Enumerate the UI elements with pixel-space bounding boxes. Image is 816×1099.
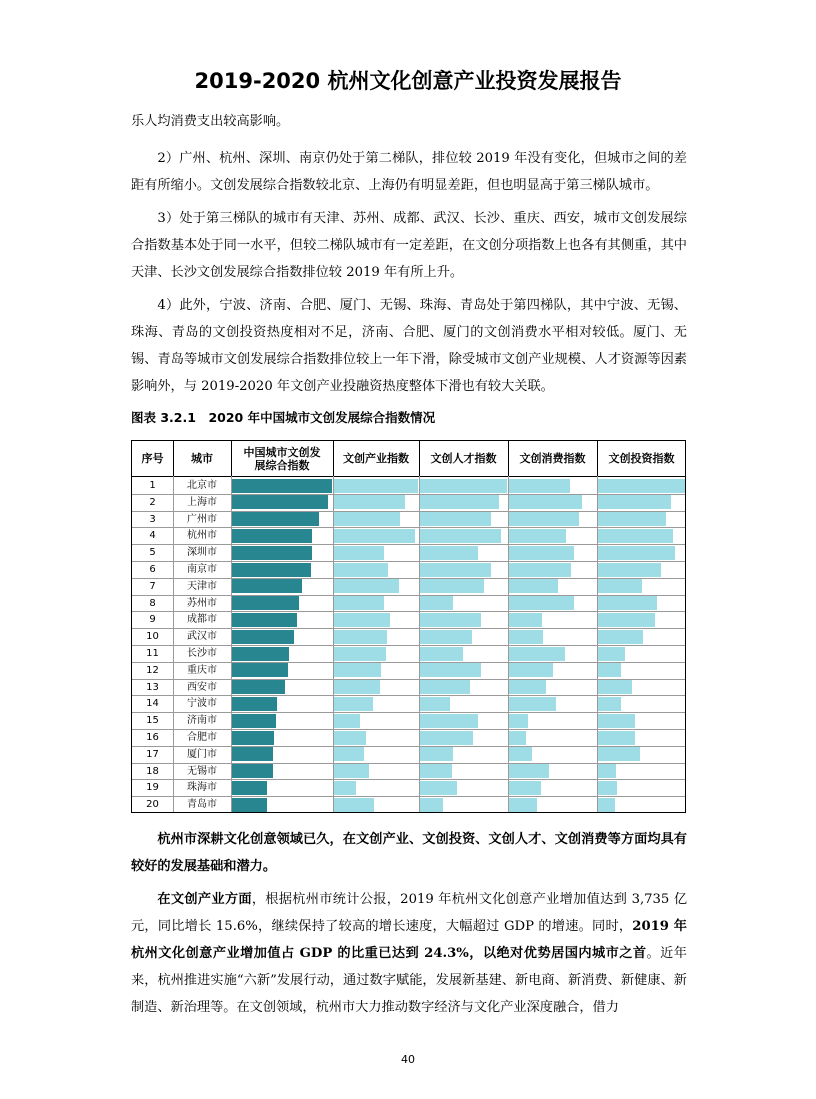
bar-consumption [509, 613, 542, 627]
rank-cell: 19 [146, 782, 159, 794]
bar-investment [598, 781, 617, 795]
rank-cell: 8 [149, 597, 156, 609]
bar-investment [598, 563, 661, 577]
bar-investment [598, 663, 621, 677]
bar-investment [598, 596, 657, 610]
table-row [132, 511, 685, 528]
bar-consumption [509, 764, 549, 778]
table-row [132, 796, 685, 813]
rank-cell: 7 [149, 580, 156, 592]
rank-cell: 15 [146, 715, 159, 727]
rank-cell: 5 [149, 547, 156, 559]
city-cell: 北京市 [187, 480, 217, 491]
bar-talent [420, 512, 491, 526]
city-cell: 重庆市 [187, 664, 217, 676]
header-investment-index: 文创投资指数 [608, 452, 675, 465]
bar-consumption [509, 630, 543, 644]
bar-composite [232, 697, 277, 711]
highlight-paragraph: 杭州市深耕文化创意领域已久，在文创产业、文创投资、文创人才、文创消费等方面均具有较好的发展基础和潜力。 [131, 832, 687, 874]
bar-consumption [509, 596, 574, 610]
city-cell: 南京市 [187, 564, 217, 575]
rank-cell: 14 [146, 698, 159, 710]
rank-cell: 18 [146, 765, 159, 777]
header-talent-index: 文创人才指数 [430, 452, 497, 465]
bar-consumption [509, 479, 570, 493]
bar-consumption [509, 714, 528, 728]
table-row [132, 712, 685, 729]
bar-industry [334, 680, 380, 694]
bar-composite [232, 563, 311, 577]
paragraph-tier-4: 4）此外，宁波、济南、合肥、厦门、无锡、珠海、青岛处于第四梯队，其中宁波、无锡、珠海、青岛的文创投资热度相对不足，济南、合肥、厦门的文创消费水平相对较低。厦门、无锡、青岛等城市文创发展综合指数排位较上一年下滑，除受城市文创产业规模、人才资源等因素影响外，与 2019-2020 年文创产业投融资热度整体下滑也有较大关联。 [131, 298, 687, 394]
paragraph-industry [131, 886, 687, 1021]
bar-investment [598, 714, 635, 728]
bar-talent [420, 764, 452, 778]
industry-highlight: 2019 年杭州文化创意产业增加值占 GDP 的比重已达到 24.3%，以绝对优势居国内城市之首 [131, 919, 687, 961]
table-row [132, 779, 685, 796]
bar-consumption [509, 495, 582, 509]
bar-industry [334, 747, 364, 761]
table-row [132, 527, 685, 544]
bar-composite [232, 680, 285, 694]
bar-investment [598, 579, 642, 593]
bar-composite [232, 647, 289, 661]
bar-investment [598, 680, 632, 694]
bar-investment [598, 764, 616, 778]
city-cell: 西安市 [187, 681, 217, 693]
table-row [132, 544, 685, 561]
bar-composite [232, 764, 273, 778]
bar-investment [598, 546, 675, 560]
table-row [132, 561, 685, 578]
bar-consumption [509, 798, 537, 812]
header-composite-line2: 展综合指数 [254, 458, 310, 472]
bar-composite [232, 479, 332, 493]
city-cell: 无锡市 [187, 765, 217, 777]
bar-industry [334, 563, 388, 577]
bar-consumption [509, 579, 558, 593]
bar-industry [334, 781, 356, 795]
header-separator [508, 441, 509, 476]
table-row [132, 679, 685, 696]
header-city: 城市 [191, 452, 213, 465]
bar-composite [232, 579, 302, 593]
header-separator [231, 441, 232, 476]
header-separator [333, 441, 334, 476]
bar-talent [420, 630, 472, 644]
table-row [132, 662, 685, 679]
table-row [132, 763, 685, 780]
header-composite-line1: 中国城市文创发 [243, 445, 321, 459]
bar-consumption [509, 747, 532, 761]
table-row [132, 595, 685, 612]
rank-cell: 17 [146, 748, 159, 760]
city-cell: 宁波市 [187, 698, 217, 710]
bar-talent [420, 747, 453, 761]
table-row [132, 695, 685, 712]
header-separator [597, 441, 598, 476]
rank-cell: 10 [146, 631, 159, 643]
city-cell: 深圳市 [187, 547, 217, 559]
bar-consumption [509, 512, 579, 526]
bar-investment [598, 479, 685, 493]
page-number: 40 [401, 1053, 415, 1066]
city-cell: 厦门市 [187, 748, 217, 760]
city-cell: 苏州市 [187, 597, 217, 609]
bar-talent [420, 697, 450, 711]
bar-composite [232, 529, 312, 543]
bar-investment [598, 495, 671, 509]
bar-investment [598, 529, 673, 543]
rank-cell: 2 [149, 496, 156, 508]
city-cell: 上海市 [187, 496, 217, 508]
bar-composite [232, 731, 274, 745]
table-row [132, 628, 685, 645]
table-row [132, 645, 685, 662]
paragraph-tier-3: 3）处于第三梯队的城市有天津、苏州、成都、武汉、长沙、重庆、西安，城市文创发展综合指数基本处于同一水平，但较二梯队城市有一定差距，在文创分项指数上也各有其侧重，其中天津、长沙文创发展综合指数排位较 2019 年有所上升。 [131, 211, 687, 280]
page-title: 2019-2020 杭州文化创意产业投资发展报告 [194, 69, 622, 93]
bar-consumption [509, 781, 541, 795]
bar-consumption [509, 546, 574, 560]
city-cell: 广州市 [187, 513, 217, 525]
bar-talent [420, 680, 470, 694]
header-separator [419, 441, 420, 476]
bar-talent [420, 613, 481, 627]
rank-cell: 20 [146, 799, 159, 811]
bar-composite [232, 714, 276, 728]
bar-industry [334, 596, 384, 610]
bar-investment [598, 798, 615, 812]
rank-cell: 16 [146, 732, 159, 743]
bar-industry [334, 546, 384, 560]
bar-industry [334, 697, 373, 711]
header-composite-index [231, 441, 333, 476]
bar-investment [598, 647, 625, 661]
bar-industry [334, 714, 360, 728]
rank-cell: 1 [149, 480, 156, 491]
table-row [132, 477, 685, 494]
header-rank: 序号 [141, 452, 164, 465]
bar-investment [598, 731, 635, 745]
bar-investment [598, 512, 666, 526]
bar-industry [334, 764, 369, 778]
bar-talent [420, 546, 478, 560]
bar-investment [598, 630, 643, 644]
bar-composite [232, 781, 267, 795]
city-cell: 天津市 [187, 580, 217, 592]
city-cell: 武汉市 [187, 631, 217, 643]
table-row [132, 729, 685, 746]
bar-consumption [509, 663, 553, 677]
industry-text-1: ，根据杭州市统计公报，2019 年杭州文化创意产业增加值达到 3,735 亿元，同比增长 15.6%，继续保持了较高的增长速度，大幅超过 GDP 的增速。同时， [131, 892, 688, 934]
bar-talent [420, 731, 473, 745]
bar-composite [232, 663, 288, 677]
bar-industry [334, 663, 381, 677]
bar-composite [232, 798, 267, 812]
paragraph-tier-2: 2）广州、杭州、深圳、南京仍处于第二梯队，排位较 2019 年没有变化，但城市之间的差距有所缩小。文创发展综合指数较北京、上海仍有明显差距，但也明显高于第三梯队城市。 [131, 151, 687, 193]
bar-consumption [509, 680, 546, 694]
bar-consumption [509, 697, 556, 711]
bar-talent [420, 647, 463, 661]
paragraph-continuation: 乐人均消费支出较高影响。 [131, 114, 290, 129]
bar-talent [420, 479, 507, 493]
industry-lead: 在文创产业方面 [157, 892, 252, 907]
bar-composite [232, 512, 319, 526]
table-row [132, 494, 685, 511]
index-table [131, 440, 686, 813]
rank-cell: 13 [146, 681, 159, 693]
bar-industry [334, 630, 387, 644]
bar-composite [232, 630, 294, 644]
rank-cell: 11 [146, 648, 159, 659]
bar-talent [420, 495, 499, 509]
bar-talent [420, 714, 478, 728]
bar-talent [420, 579, 484, 593]
bar-industry [334, 529, 415, 543]
bar-consumption [509, 731, 526, 745]
bar-industry [334, 647, 386, 661]
table-row [132, 746, 685, 763]
city-cell: 长沙市 [187, 648, 217, 659]
rank-cell: 6 [149, 564, 156, 575]
header-industry-index: 文创产业指数 [343, 452, 409, 465]
city-cell: 珠海市 [187, 782, 217, 794]
bar-industry [334, 512, 400, 526]
bar-industry [334, 731, 366, 745]
bar-composite [232, 747, 273, 761]
city-cell: 杭州市 [187, 530, 217, 542]
bar-industry [334, 479, 418, 493]
bar-consumption [509, 563, 571, 577]
rank-cell: 3 [149, 513, 156, 525]
bar-talent [420, 798, 443, 812]
bar-industry [334, 579, 399, 593]
table-row [132, 611, 685, 628]
city-cell: 青岛市 [187, 799, 217, 811]
bar-consumption [509, 647, 565, 661]
bar-composite [232, 495, 328, 509]
bar-industry [334, 798, 374, 812]
bar-investment [598, 747, 640, 761]
bar-industry [334, 495, 405, 509]
bar-investment [598, 697, 621, 711]
bar-talent [420, 663, 481, 677]
bar-consumption [509, 529, 566, 543]
city-cell: 合肥市 [187, 732, 217, 743]
bar-talent [420, 781, 457, 795]
rank-cell: 12 [146, 664, 159, 676]
header-consumption-index: 文创消费指数 [519, 452, 586, 465]
bar-talent [420, 529, 501, 543]
bar-composite [232, 596, 299, 610]
industry-text-2: 。近年来，杭州推进实施“六新”发展行动，通过数字赋能，发展新基建、新电商、新消费、新健康、新制造、新治理等。在文创领域，杭州市大力推动数字经济与文化产业深度融合，借力 [131, 946, 687, 1015]
bar-investment [598, 613, 655, 627]
city-cell: 济南市 [187, 715, 217, 727]
figure-caption: 图表 3.2.1 2020 年中国城市文创发展综合指数情况 [131, 410, 436, 425]
bar-talent [420, 563, 491, 577]
bar-composite [232, 613, 297, 627]
bar-talent [420, 596, 453, 610]
rank-cell: 4 [149, 530, 156, 542]
rank-cell: 9 [149, 614, 156, 626]
city-cell: 成都市 [187, 614, 217, 626]
header-separator [173, 441, 174, 476]
table-row [132, 578, 685, 595]
bar-composite [232, 546, 312, 560]
bar-industry [334, 613, 390, 627]
